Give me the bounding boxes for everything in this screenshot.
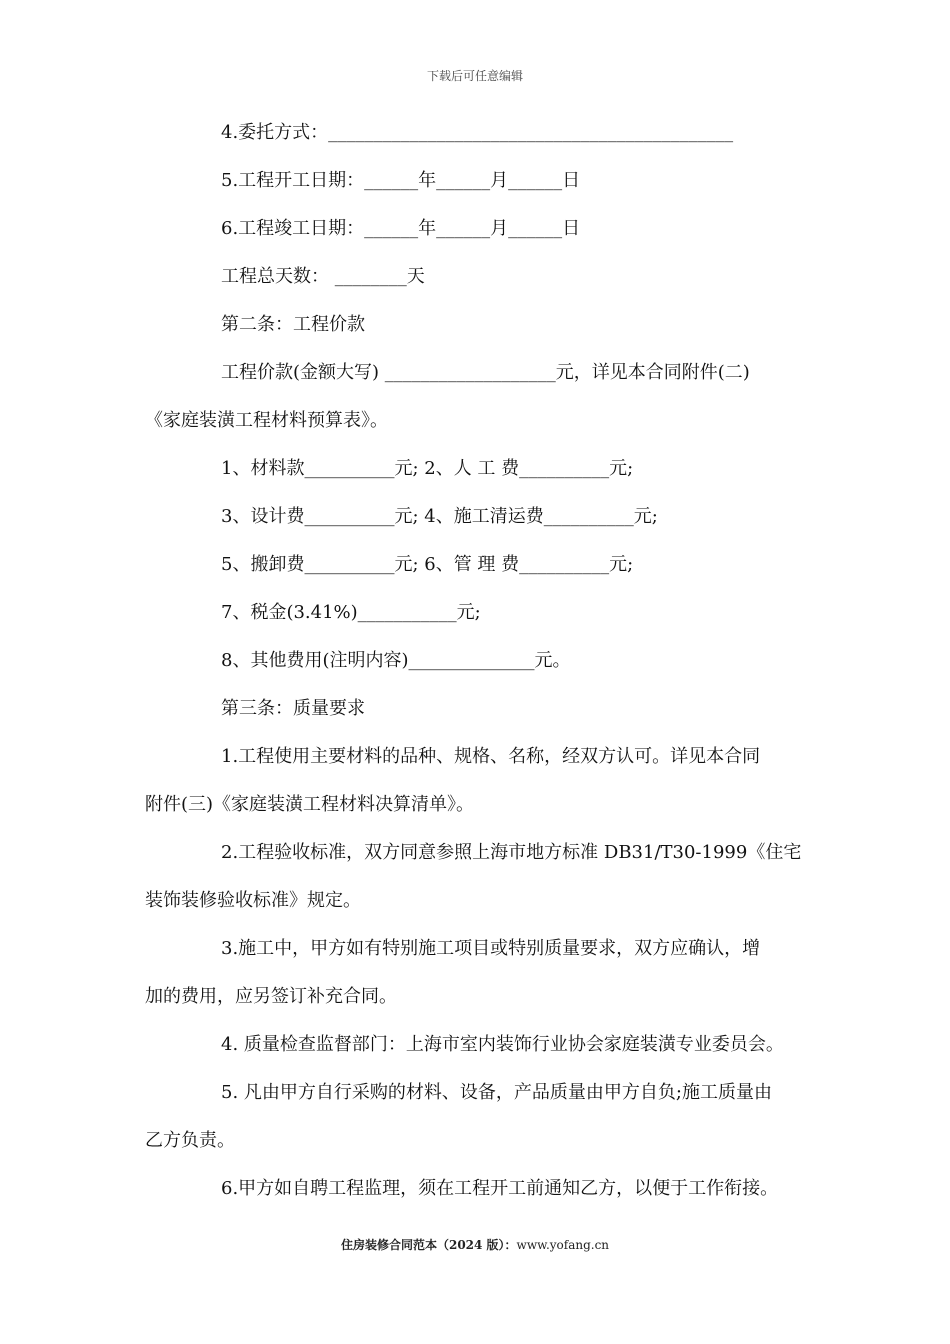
- clause-line: 6.工程竣工日期：______年______月______日: [221, 218, 581, 239]
- footer-link[interactable]: www.yofang.cn: [516, 1238, 610, 1252]
- clause-line: 5. 凡由甲方自行采购的材料、设备，产品质量由甲方自负;施工质量由: [221, 1082, 772, 1103]
- clause-line: 工程总天数： ________天: [221, 266, 425, 287]
- clause-line: 乙方负责。: [145, 1130, 235, 1151]
- clause-line: 4.委托方式：_____________________________________________: [221, 122, 734, 143]
- clause-line: 4. 质量检查监督部门：上海市室内装饰行业协会家庭装潢专业委员会。: [221, 1034, 784, 1055]
- footer-note: [0, 1236, 950, 1253]
- clause-line: 1.工程使用主要材料的品种、规格、名称，经双方认可。详见本合同: [221, 746, 761, 767]
- clause-line: 1、材料款__________元; 2、人 工 费__________元;: [221, 458, 634, 479]
- clause-line: 附件(三)《家庭装潢工程材料决算清单》。: [145, 794, 475, 815]
- clause-line: 5、搬卸费__________元; 6、管 理 费__________元;: [221, 554, 634, 575]
- clause-line: 3、设计费__________元; 4、施工清运费__________元;: [221, 506, 658, 527]
- clause-line: 5.工程开工日期：______年______月______日: [221, 170, 581, 191]
- clause-line: 装饰装修验收标准》规定。: [145, 890, 361, 911]
- section-heading: 第二条：工程价款: [221, 314, 365, 335]
- clause-line: 工程价款(金额大写) ___________________元，详见本合同附件(二): [221, 362, 750, 383]
- clause-line: 7、税金(3.41%)___________元;: [221, 602, 481, 623]
- header-note: 下载后可任意编辑: [426, 69, 523, 83]
- section-heading: 第三条：质量要求: [221, 698, 365, 719]
- clause-line: 3.施工中，甲方如有特别施工项目或特别质量要求，双方应确认，增: [221, 938, 761, 959]
- clause-line: 加的费用，应另签订补充合同。: [145, 986, 397, 1007]
- clause-line: 2.工程验收标准，双方同意参照上海市地方标准 DB31/T30-1999《住宅: [221, 842, 802, 863]
- clause-line: 6.甲方如自聘工程监理，须在工程开工前通知乙方，以便于工作衔接。: [221, 1178, 779, 1199]
- clause-line: 8、其他费用(注明内容)______________元。: [221, 650, 571, 671]
- clause-line: 《家庭装潢工程材料预算表》。: [145, 410, 388, 431]
- footer-title: 住房装修合同范本（2024 版）：: [340, 1238, 517, 1252]
